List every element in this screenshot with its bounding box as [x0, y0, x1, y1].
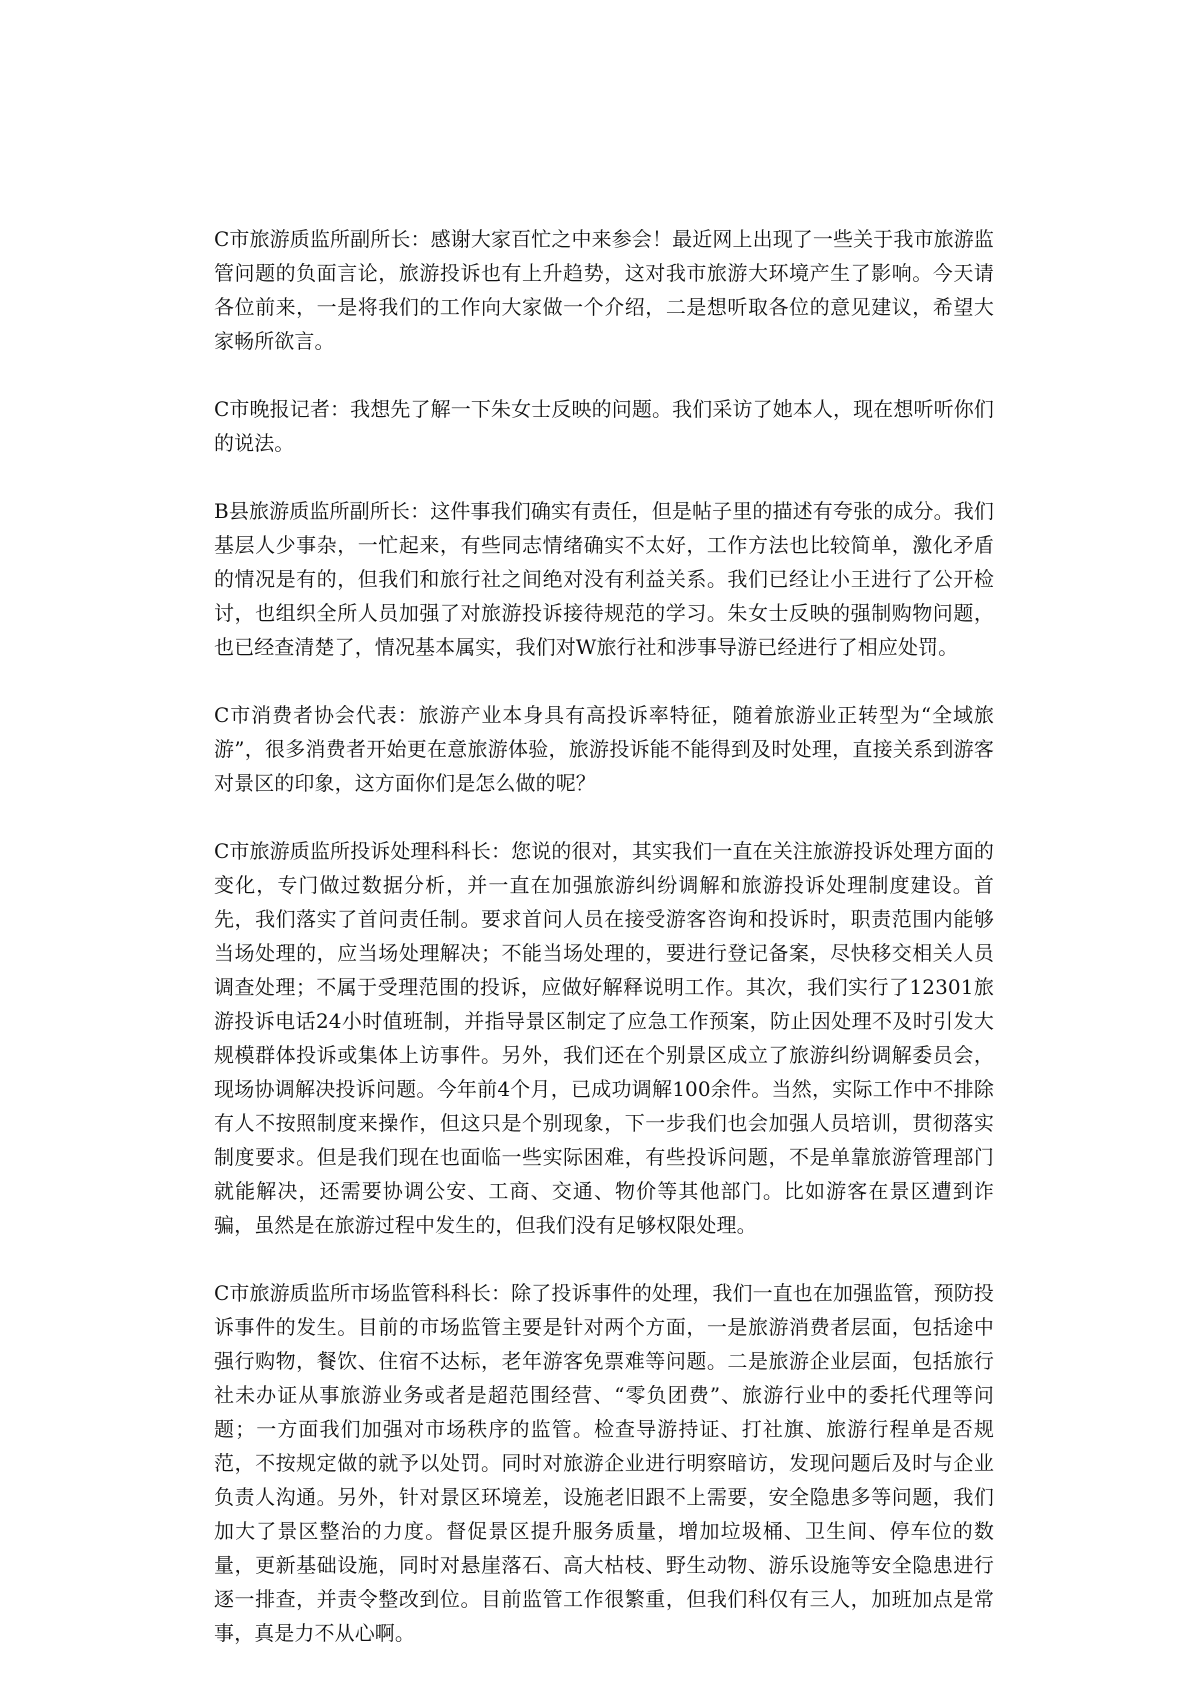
document-body [214, 222, 994, 1650]
paragraph-market-supervision-chief: C市旅游质监所市场监管科科长：除了投诉事件的处理，我们一直也在加强监管，预防投诉事件的发生。目前的市场监管主要是针对两个方面，一是旅游消费者层面，包括途中强行购物，餐饮、住宿不达标，老年游客免票难等问题。二是旅游企业层面，包括旅行社未办证从事旅游业务或者是超范围经营、“零负团费”、旅游行业中的委托代理等问题；一方面我们加强对市场秩序的监管。检查导游持证、打社旗、旅游行程单是否规范，不按规定做的就予以处罚。同时对旅游企业进行明察暗访，发现问题后及时与企业负责人沟通。另外，针对景区环境差，设施老旧跟不上需要，安全隐患多等问题，我们加大了景区整治的力度。督促景区提升服务质量，增加垃圾桶、卫生间、停车位的数量，更新基础设施，同时对悬崖落石、高大枯枝、野生动物、游乐设施等安全隐患进行逐一排查，并责令整改到位。目前监管工作很繁重，但我们科仅有三人，加班加点是常事，真是力不从心啊。 [214, 1281, 994, 1645]
paragraph-b-county-deputy-director: B县旅游质监所副所长：这件事我们确实有责任，但是帖子里的描述有夸张的成分。我们基层人少事杂，一忙起来，有些同志情绪确实不太好，工作方法也比较简单，激化矛盾的情况是有的，但我们和旅行社之间绝对没有利益关系。我们已经让小王进行了公开检讨，也组织全所人员加强了对旅游投诉接待规范的学习。朱女士反映的强制购物问题，也已经查清楚了，情况基本属实，我们对W旅行社和涉事导游已经进行了相应处罚。 [214, 499, 994, 659]
paragraph-c-city-deputy-director: C市旅游质监所副所长：感谢大家百忙之中来参会！最近网上出现了一些关于我市旅游监管问题的负面言论，旅游投诉也有上升趋势，这对我市旅游大环境产生了影响。今天请各位前来，一是将我们的工作向大家做一个介绍，二是想听取各位的意见建议，希望大家畅所欲言。 [214, 227, 994, 353]
paragraph-complaint-section-chief: C市旅游质监所投诉处理科科长：您说的很对，其实我们一直在关注旅游投诉处理方面的变化，专门做过数据分析，并一直在加强旅游纠纷调解和旅游投诉处理制度建设。首先，我们落实了首问责任制。要求首问人员在接受游客咨询和投诉时，职责范围内能够当场处理的，应当场处理解决；不能当场处理的，要进行登记备案，尽快移交相关人员调查处理；不属于受理范围的投诉，应做好解释说明工作。其次，我们实行了12301旅游投诉电话24小时值班制，并指导景区制定了应急工作预案，防止因处理不及时引发大规模群体投诉或集体上访事件。另外，我们还在个别景区成立了旅游纠纷调解委员会，现场协调解决投诉问题。今年前4个月，已成功调解100余件。当然，实际工作中不排除有人不按照制度来操作，但这只是个别现象，下一步我们也会加强人员培训，贯彻落实制度要求。但是我们现在也面临一些实际困难，有些投诉问题，不是单靠旅游管理部门就能解决，还需要协调公安、工商、交通、物价等其他部门。比如游客在景区遭到诈骗，虽然是在旅游过程中发生的，但我们没有足够权限处理。 [214, 839, 994, 1237]
paragraph-evening-news-reporter: C市晚报记者：我想先了解一下朱女士反映的问题。我们采访了她本人，现在想听听你们的说法。 [214, 397, 994, 455]
paragraph-consumer-association: C市消费者协会代表：旅游产业本身具有高投诉率特征，随着旅游业正转型为“全域旅游”，很多消费者开始更在意旅游体验，旅游投诉能不能得到及时处理，直接关系到游客对景区的印象，这方面你们是怎么做的呢？ [214, 703, 994, 795]
